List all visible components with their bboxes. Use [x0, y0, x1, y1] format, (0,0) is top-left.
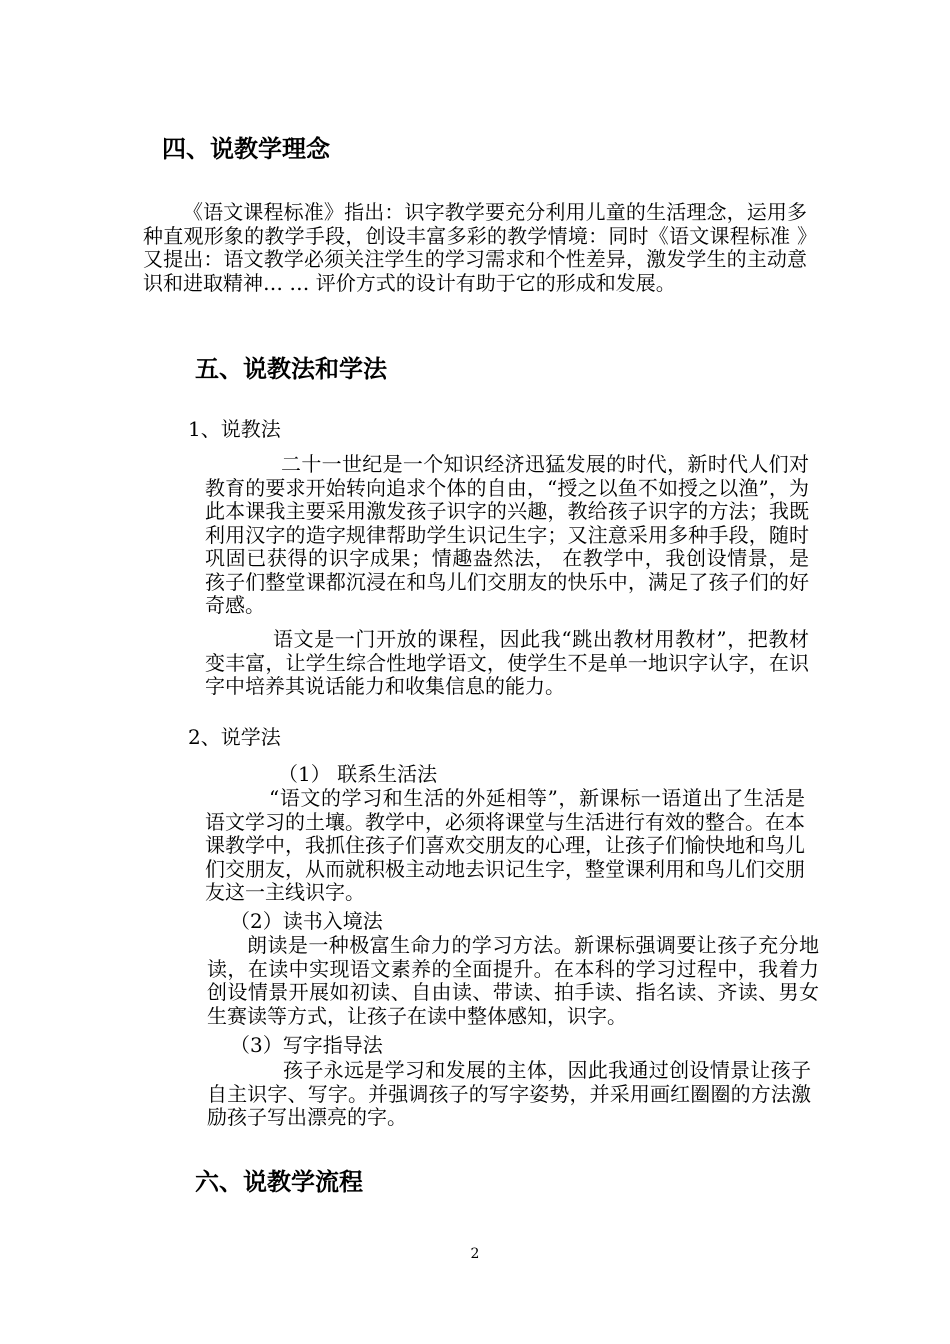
- learning-method-2-label: （2）读书入境法: [230, 909, 383, 933]
- page-number: 2: [470, 1246, 480, 1262]
- section-4-paragraph: 《语文课程标准》指出：识字教学要充分利用儿童的生活理念，运用多种直观形象的教学手段，创设丰富多彩的教学情境：同时《语文课程标准 》又提出：语文教学必须关注学生的学习需求和个性差异，激发学生的主动意识和进取精神… … 评价方式的设计有助于它的形成和发展。: [143, 200, 807, 295]
- section-6-heading: 六、说教学流程: [195, 1168, 363, 1196]
- learning-method-3-label: （3）写字指导法: [230, 1033, 383, 1057]
- teaching-method-paragraph-1: 二十一世纪是一个知识经济迅猛发展的时代，新时代人们对教育的要求开始转向追求个体的自由，“授之以鱼不如授之以渔”，为此本课我主要采用激发孩子识字的兴趣，教给孩子识字的方法；我既利用汉字的造字规律帮助学生识记生字；又注意采用多种手段，随时巩固已获得的识字成果；情趣盎然法， 在教学中，我创设情景，是孩子们整堂课都沉浸在和鸟儿们交朋友的快乐中，满足了孩子们的好奇感。: [205, 452, 809, 617]
- section-4-heading: 四、说教学理念: [162, 135, 330, 163]
- learning-method-title: 2、说学法: [188, 725, 281, 749]
- learning-method-1-text: “语文的学习和生活的外延相等”，新课标一语道出了生活是语文学习的土壤。教学中，必须将课堂与生活进行有效的整合。在本课教学中，我抓住孩子们喜欢交朋友的心理，让孩子们愉快地和鸟儿们交朋友，从而就积极主动地去识记生字，整堂课利用和鸟儿们交朋友这一主线识字。: [205, 786, 805, 904]
- teaching-method-title: 1、说教法: [188, 417, 281, 441]
- learning-method-2-text: 朗读是一种极富生命力的学习方法。新课标强调要让孩子充分地读，在读中实现语文素养的全面提升。在本科的学习过程中，我着力创设情景开展如初读、自由读、带读、拍手读、指名读、齐读、男女生赛读等方式，让孩子在读中整体感知，识字。: [207, 933, 819, 1028]
- teaching-method-paragraph-2: 语文是一门开放的课程，因此我“跳出教材用教材”，把教材变丰富，让学生综合性地学语文，使学生不是单一地识字认字，在识字中培养其说话能力和收集信息的能力。: [205, 627, 809, 698]
- section-5-heading: 五、说教法和学法: [195, 355, 387, 383]
- learning-method-1-label: （1） 联系生活法: [278, 762, 438, 786]
- learning-method-3-text: 孩子永远是学习和发展的主体，因此我通过创设情景让孩子自主识字、写字。并强调孩子的写字姿势，并采用画红圈圈的方法激励孩子写出漂亮的字。: [207, 1058, 811, 1129]
